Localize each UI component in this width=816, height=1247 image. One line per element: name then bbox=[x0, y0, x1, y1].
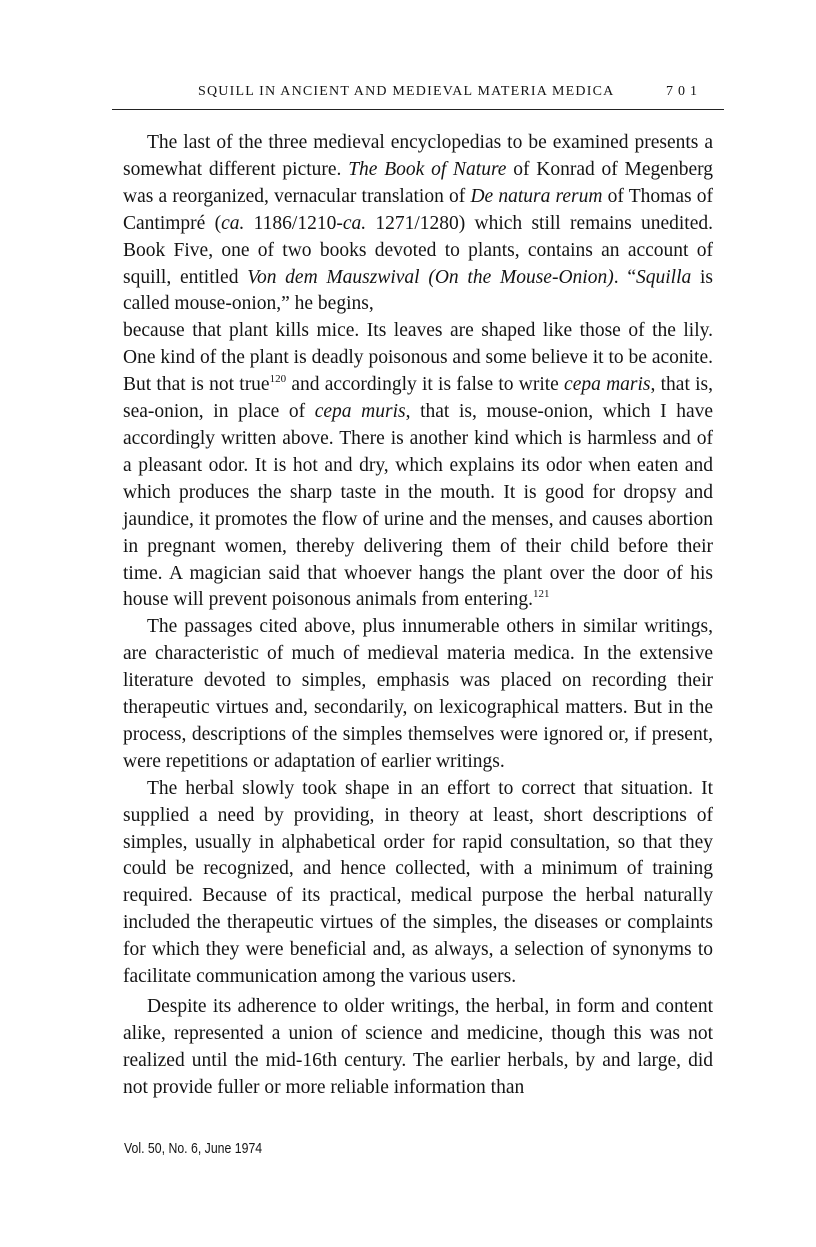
page-number: 701 bbox=[666, 84, 702, 99]
text-run: 1186/1210- bbox=[244, 212, 343, 234]
footer-citation: Vol. 50, No. 6, June 1974 bbox=[124, 1140, 263, 1157]
text-run: is called mouse-onion,” he begins, bbox=[123, 266, 714, 315]
text-run: because that plant kills mice. Its leaves are shaped like those of the lily. One kind of the plant is deadly poisonous and some believe it to be aconite. But that is not true bbox=[123, 320, 713, 396]
footnote-ref-121: 121 bbox=[532, 588, 550, 601]
footnote-ref-120: 120 bbox=[269, 373, 287, 386]
block-quote bbox=[123, 318, 713, 614]
text-run: of Konrad of Megenberg was a reorganized, vernacular translation of bbox=[123, 158, 713, 207]
italic-cepa-muris: cepa muris bbox=[314, 401, 406, 423]
text-run: and accordingly it is false to write bbox=[286, 374, 565, 396]
italic-cepa-maris: cepa maris bbox=[564, 374, 651, 396]
chapter-title-mauszwival: Von dem Mauszwival (On the Mouse-Onion) bbox=[247, 266, 614, 288]
text-run: The last of the three medieval encyclopedias to be examined presents a somewhat different picture. bbox=[123, 132, 713, 180]
paragraph-intro bbox=[123, 130, 713, 318]
paragraph-passages: The passages cited above, plus innumerable others in similar writings, are characteristic of much of medieval materia medica. In the extensive literature devoted to simples, emphasis was placed on recording their therapeutic virtues and, secondarily, on lexicographical matters. But in the process, descriptions of the simples themselves were ignored or, if present, were repetitions or adaptation of earlier writings. bbox=[123, 616, 713, 772]
text-run: , that is, mouse-onion, which I have accordingly written above. There is another kind which is harmless and of a pleasant odor. It is hot and dry, which explains its odor when eaten and which produces the sharp taste in the mouth. It is good for dropsy and jaundice, it promotes the flow of urine and the menses, and causes abortion in pregnant women, thereby delivering them of their child before their time. A magician said that whoever hangs the plant over the door of his house will prevent poisonous animals from entering. bbox=[123, 401, 714, 611]
paragraph-despite: Despite its adherence to older writings, the herbal, in form and content alike, represented a union of science and medicine, though this was not realized until the mid-16th century. The earlier herbals, by and large, did not provide fuller or more reliable information than bbox=[123, 996, 713, 1098]
book-title-de-natura-rerum: De natura rerum bbox=[470, 185, 603, 207]
italic-ca: ca. bbox=[342, 212, 367, 234]
running-head-title: SQUILL IN ANCIENT AND MEDIEVAL MATERIA MEDICA bbox=[198, 84, 615, 99]
italic-squilla: Squilla bbox=[635, 266, 692, 288]
italic-ca: ca. bbox=[221, 212, 245, 234]
text-run: of Thomas of Cantimpré ( bbox=[123, 185, 713, 234]
text-run: 1271/1280) which still remains unedited. Book Five, one of two books devoted to plants, contains an account of squill, entitled bbox=[123, 212, 713, 288]
paragraph-herbal: The herbal slowly took shape in an effort to correct that situation. It supplied a need by providing, in theory at least, short descriptions of simples, usually in alphabetical order for rapid consultation, so that they could be recognized, and hence collected, with a minimum of training required. Because of its practical, medical purpose the herbal naturally included the therapeutic virtues of the simples, the diseases or complaints for which they were beneficial and, as always, a selection of synonyms to facilitate communication among the various users. bbox=[123, 777, 713, 988]
book-title-book-of-nature: The Book of Nature bbox=[348, 158, 507, 180]
text-run: , that is, sea-onion, in place of bbox=[123, 374, 713, 423]
text-run: . “ bbox=[613, 266, 636, 288]
body-text bbox=[123, 130, 713, 1102]
header-rule bbox=[112, 109, 724, 110]
